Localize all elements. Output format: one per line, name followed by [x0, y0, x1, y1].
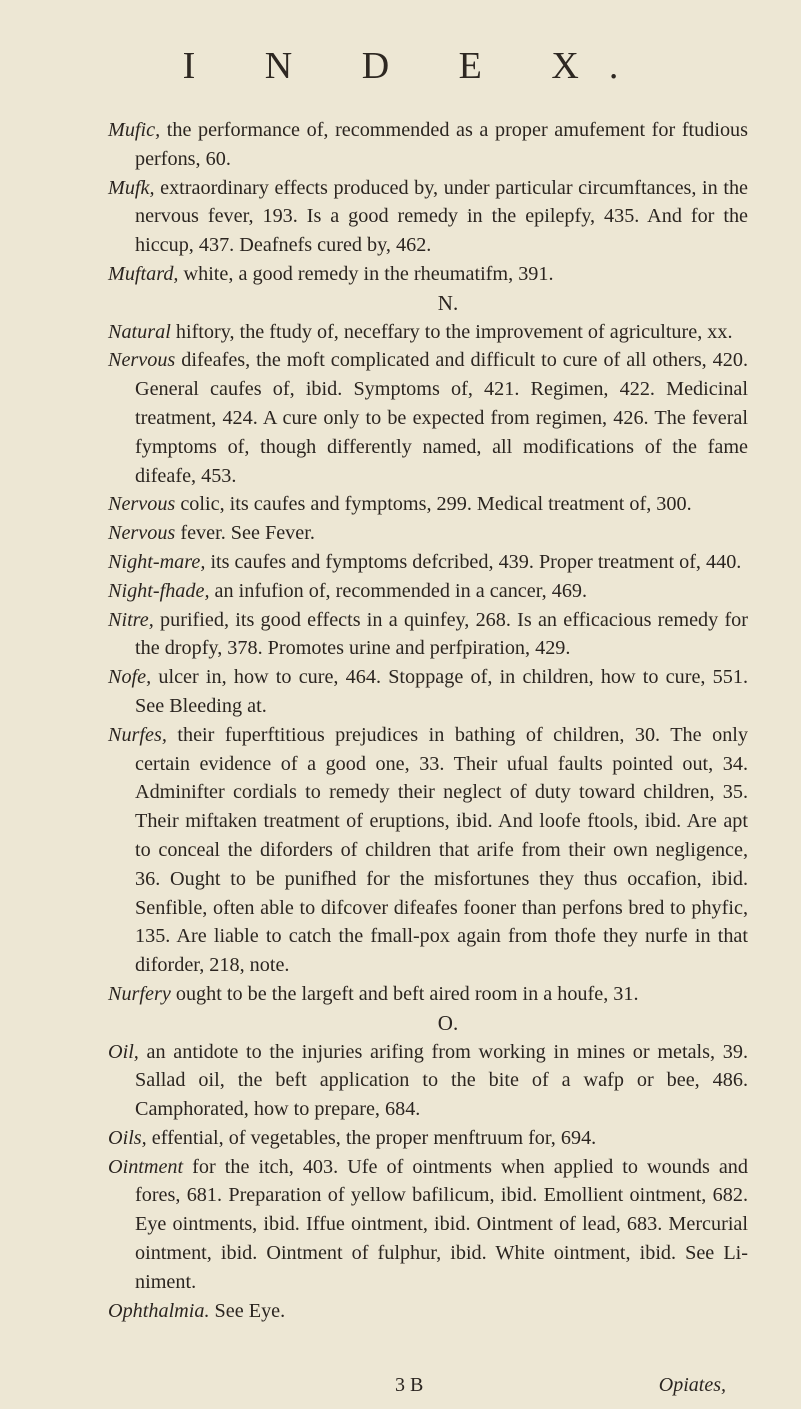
entry-text: ulcer in, how to cure, 464. Stoppage of, in children, how to cure, 551. See Bleeding at. [135, 666, 748, 717]
section-letter: N. [437, 290, 459, 315]
index-entry [108, 116, 748, 174]
entry-headword: Nervous [108, 522, 176, 545]
entry-headword: Mufk, [108, 176, 155, 199]
entry-text: white, a good remedy in the rheumatifm, 391. [178, 262, 554, 285]
index-entry [108, 606, 748, 664]
page-title: I N D E X. [182, 45, 649, 87]
index-entry [108, 490, 748, 519]
entry-headword: Nervous [108, 493, 176, 516]
index-entry [108, 346, 748, 490]
index-entry [108, 260, 748, 289]
entry-headword: Nitre, [108, 608, 154, 631]
index-entry [108, 1153, 748, 1297]
entry-text: their fuperftitious prejudices in bathing of children, 30. The only certain evidence of a good one, 33. Their ufual faults pointed out, 34. Adminifter cordials to remedy their neglect of duty toward children, 35. Their miftaken treatment of eruptions, ibid. And loofe ftools, ibid. Are apt to conceal the diforders of children that arife from their own negligence, 36. Ought to be punifhed for the misfortunes they thus occafion, ibid. Senfible, often able to difcover difeafes fooner than perfons bred to phyfic, 135. Are liable to catch the fmall-pox again from thofe they nurfe in that diforder, 218, note. [135, 723, 748, 977]
entry-headword: Night-fhade, [108, 579, 210, 602]
catchword: Opiates, [658, 1374, 726, 1396]
entry-headword: Nervous [108, 349, 176, 372]
index-entries [108, 116, 748, 1325]
entry-text: purified, its good effects in a quinfey, 268. Is an efficacious remedy for the dropfy, 378. Promotes urine and perfpiration, 429. [135, 608, 748, 660]
entry-headword: Nurfes, [108, 723, 167, 746]
entry-headword: Ointment [108, 1155, 184, 1178]
entry-headword: Oils, [108, 1126, 147, 1149]
index-entry [108, 721, 748, 980]
entry-text: hiftory, the ftudy of, neceffary to the improvement of agriculture, xx. [170, 320, 733, 343]
signature-mark: 3 B [395, 1374, 424, 1396]
entry-text: difeafes, the moft complicated and difficult to cure of all others, 420. General caufes of, ibid. Symptoms of, 421. Regimen, 422. Medicinal treatment, 424. A cure only to be expected from regimen, 426. The feveral fymptoms of, though differently named, all modifications of the fame difeafe, 453. [135, 349, 748, 487]
entry-headword: Muftard, [108, 262, 179, 285]
index-entry [108, 1297, 748, 1326]
entry-text: an infufion of, recommended in a cancer, 469. [209, 579, 588, 602]
entry-text: for the itch, 403. Ufe of ointments when applied to wounds and fores, 681. Preparation of yellow bafilicum, ibid. Emollient ointment, 682. Eye ointments, ibid. Iffue ointment, ibid. Ointment of lead, 683. Mercurial ointment, ibid. Ointment of fulphur, ibid. White ointment, ibid. See Liniment. [135, 1155, 748, 1293]
entry-headword: Ophthalmia. [108, 1299, 210, 1322]
entry-text: the performance of, recommended as a proper amufement for ftudious perfons, 60. [135, 119, 748, 170]
entry-headword: Natural [108, 320, 171, 343]
entry-text: an antidote to the injuries arifing from working in mines or metals, 39. Sallad oil, the beft application to the bite of a wafp or bee, 486. Camphorated, how to prepare, 684. [135, 1040, 748, 1121]
index-entry [108, 548, 748, 577]
entry-text: colic, its caufes and fymptoms, 299. Medical treatment of, 300. [175, 493, 692, 516]
entry-headword: Oil, [108, 1040, 139, 1063]
entry-headword: Night-mare, [108, 550, 206, 573]
index-entry [108, 318, 748, 347]
index-entry [108, 519, 748, 548]
index-entry [108, 577, 748, 606]
entry-headword: Nurfery [108, 982, 171, 1005]
entry-text: effential, of vegetables, the proper menftruum for, 694. [146, 1126, 597, 1149]
entry-text: ought to be the largeft and beft aired room in a houfe, 31. [170, 982, 639, 1005]
index-entry [108, 1124, 748, 1153]
entry-text: See Eye. [209, 1299, 286, 1322]
entry-text: extraordinary effects produced by, under particular circumftances, in the nervous fever, 193. Is a good remedy in the epilepfy, 435. And for the hiccup, 437. Deafnefs cured by, 462. [135, 176, 748, 257]
entry-text: its caufes and fymptoms defcribed, 439. Proper treatment of, 440. [205, 550, 742, 573]
index-entry [108, 1038, 748, 1124]
index-entry [108, 174, 748, 260]
section-letter: O. [437, 1010, 459, 1035]
entry-headword: Mufic, [108, 119, 161, 141]
index-entry [108, 663, 748, 721]
page-footer [108, 1374, 748, 1402]
entry-headword: Nofe, [108, 666, 152, 689]
entry-text: fever. See Fever. [175, 522, 315, 545]
index-entry [108, 980, 748, 1009]
